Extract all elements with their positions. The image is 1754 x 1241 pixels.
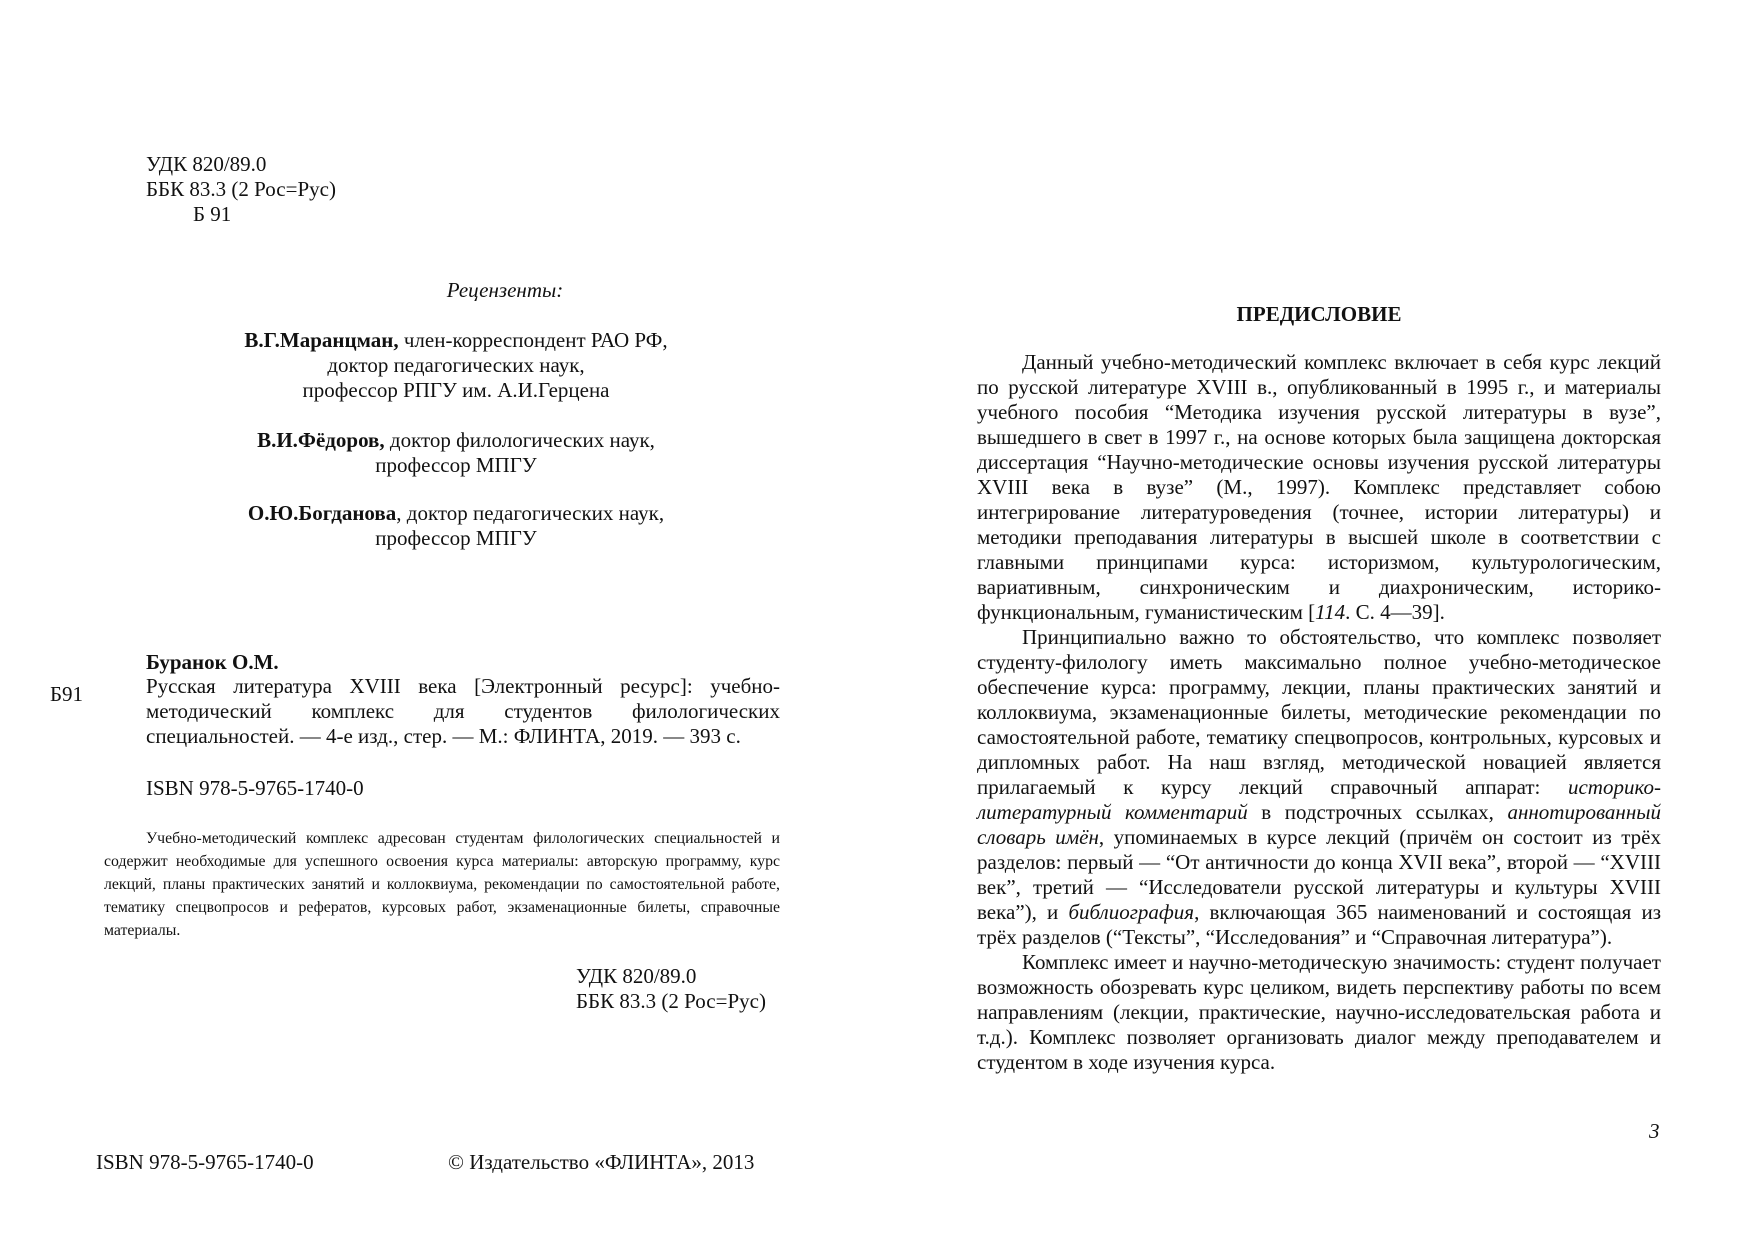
reviewer-3 (186, 501, 726, 551)
reviewer-3-line-1: профессор МПГУ (375, 526, 537, 550)
footer-copyright: © Издательство «ФЛИНТА», 2013 (448, 1150, 755, 1174)
reference-number: 114 (1315, 600, 1346, 624)
page-number: 3 (1649, 1119, 1660, 1143)
bbk-code-bottom: ББК 83.3 (2 Рос=Рус) (576, 989, 766, 1013)
reviewer-1-title: член-корреспондент РАО РФ, (398, 328, 668, 352)
paragraph-2-text-4: , включающая 365 наименований и состоящая из трёх разделов (“Тексты”, “Исследования” и “Справочная литература”). (977, 900, 1662, 949)
reviewer-2 (186, 428, 726, 478)
margin-code: Б91 (50, 682, 84, 706)
bbk-code: ББК 83.3 (2 Рос=Рус) (146, 177, 336, 201)
annotation: Учебно-методический комплекс адресован студентам филологических специальностей и содержит необходимые для успешного освоения курса материалы: авторскую программу, курс лекций, планы практических занятий и коллоквиума, рекомендации по самостоятельной работе, тематику спецвопросов и рефератов, курсовых работ, экзаменационные билеты, справочные материалы. (104, 830, 780, 939)
paragraph-2-text-2: в подстрочных ссылках, (1247, 800, 1508, 824)
reviewer-1-line-2: профессор РПГУ им. А.И.Герцена (302, 378, 610, 402)
reviewer-1-name: В.Г.Маранцман, (244, 328, 399, 352)
book-description: Русская литература XVIII века [Электронный ресурс]: учебно-методический комплекс для студентов филологических специальностей. — 4-е изд., стер. — М.: ФЛИНТА, 2019. — 393 с. (146, 674, 780, 748)
paragraph-2 (977, 625, 1661, 950)
emphasis-bibliography: библиография (1068, 900, 1195, 924)
paragraph-1-end: . С. 4—39]. (1345, 600, 1445, 624)
book-author: Буранок О.М. (146, 650, 279, 674)
paragraph-3: Комплекс имеет и научно-методическую значимость: студент получает возможность обозревать курс целиком, видеть перспективу работы по всем направлениям (лекции, практические, научно-исследовательская работа и т.д.). Комплекс позволяет организовать диалог между преподавателем и студентом в ходе изучения курса. (977, 950, 1661, 1074)
footer-isbn: ISBN 978-5-9765-1740-0 (96, 1150, 314, 1174)
reviewer-3-name: О.Ю.Богданова (247, 501, 397, 525)
paragraph-2-text-1: Принципиально важно то обстоятельство, что комплекс позволяет студенту-филологу иметь максимально полное учебно-методическое обеспечение курса: программу, лекции, планы практических занятий и коллоквиума, экзаменационные билеты, методические рекомендации по самостоятельной работе, тематику спецвопросов, контрольных, курсовых и дипломных работ. На наш взгляд, методической новацией является прилагаемый к курсу лекций справочный аппарат: (977, 625, 1661, 799)
reviewer-1 (186, 328, 726, 403)
reviewers-heading: Рецензенты: (446, 278, 564, 302)
catalog-block-top (146, 152, 336, 227)
catalog-block-bottom (576, 964, 766, 1014)
paragraph-2-text-3: , упоминаемых в курсе лекций (причём он состоит из трёх разделов: первый — “От античности до конца XVII века”, второй — “XVIII век”, третий — “Исследователи русской литературы и культуры XVIII века”), и (977, 825, 1661, 924)
paragraph-1 (977, 350, 1661, 625)
preface-body (977, 350, 1661, 1075)
reviewer-2-name: В.И.Фёдоров, (257, 428, 385, 452)
udk-code-bottom: УДК 820/89.0 (576, 964, 697, 988)
paragraph-1-text: Данный учебно-методический комплекс включает в себя курс лекций по русской литературе XVIII в., опубликованный в 1995 г., и материалы учебного пособия “Методика изучения русской литературы в вузе”, вышедшего в свет в 1997 г., на основе которых была защищена докторская диссертация “Научно-методические основы изучения русской литературы XVIII века в вузе” (М., 1997). Комплекс представляет собою интегрирование литературоведения (точнее, истории литературы) и методики преподавания литературы в высшей школе в соответствии с главными принципами курса: историзмом, культурологическим, вариативным, синхроническим и диахроническим, историко-функциональным, гуманистическим [ (977, 350, 1661, 624)
reviewer-3-title: , доктор педагогических наук, (396, 501, 665, 525)
author-sign: Б 91 (193, 202, 232, 226)
emphasis-commentary: историко-литературный комментарий (977, 775, 1661, 824)
emphasis-dictionary: аннотированный словарь имён (977, 800, 1661, 849)
reviewer-1-line-1: доктор педагогических наук, (327, 353, 585, 377)
reviewer-2-line-1: профессор МПГУ (375, 453, 537, 477)
book-isbn: ISBN 978-5-9765-1740-0 (146, 776, 364, 800)
preface-heading: ПРЕДИСЛОВИЕ (1236, 302, 1402, 326)
reviewer-2-title: доктор филологических наук, (384, 428, 655, 452)
udk-code: УДК 820/89.0 (146, 152, 267, 176)
